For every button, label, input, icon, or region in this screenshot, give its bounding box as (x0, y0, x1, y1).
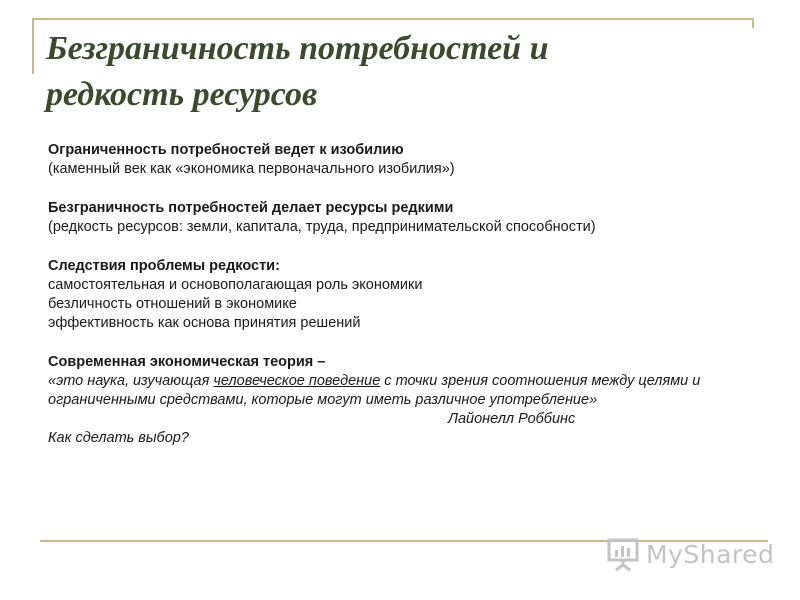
frame-right-line (752, 18, 754, 28)
quote-open-mark: « (48, 373, 57, 389)
quote-part-2: с точки зрения соотношения между целями и ограниченными средствами, которые могут иметь различное употребление (48, 373, 701, 408)
quote-underlined-term: человеческое поведение (213, 373, 381, 389)
block-1-heading: Ограниченность потребностей ведет к изобилию (48, 142, 404, 158)
quote-part-1: это наука, изучающая (56, 373, 214, 389)
block-1-text: (каменный век как «экономика первоначального изобилия») (48, 161, 455, 177)
robbins-quote (48, 372, 748, 410)
quote-author: Лайонелл Роббинс (448, 411, 576, 427)
slide-title (46, 26, 746, 118)
title-line-1: Безграничность потребностей и (46, 30, 549, 67)
consequence-item: эффективность как основа принятия решений (48, 315, 361, 331)
consequence-item: безличность отношений в экономике (48, 296, 297, 312)
block-unlimited-needs (48, 199, 748, 237)
consequence-item: самостоятельная и основополагающая роль экономики (48, 277, 423, 293)
choice-question: Как сделать выбор? (48, 430, 189, 446)
watermark-text: MyShared (646, 539, 775, 569)
block-2-heading: Безграничность потребностей делает ресурсы редкими (48, 200, 454, 216)
block-modern-theory (48, 353, 748, 448)
block-2-text: (редкость ресурсов: земли, капитала, труда, предпринимательской способности) (48, 219, 596, 235)
block-scarcity-consequences (48, 257, 748, 333)
presentation-board-icon (606, 536, 640, 572)
frame-top-line (32, 18, 754, 20)
block-4-heading: Современная экономическая теория – (48, 354, 326, 370)
frame-left-line (32, 18, 34, 74)
title-line-2: редкость ресурсов (46, 76, 318, 113)
myshared-watermark (606, 534, 774, 574)
block-limited-needs (48, 141, 748, 179)
block-3-heading: Следствия проблемы редкости: (48, 258, 280, 274)
slide-content (48, 141, 748, 468)
quote-close-mark: » (589, 392, 598, 408)
